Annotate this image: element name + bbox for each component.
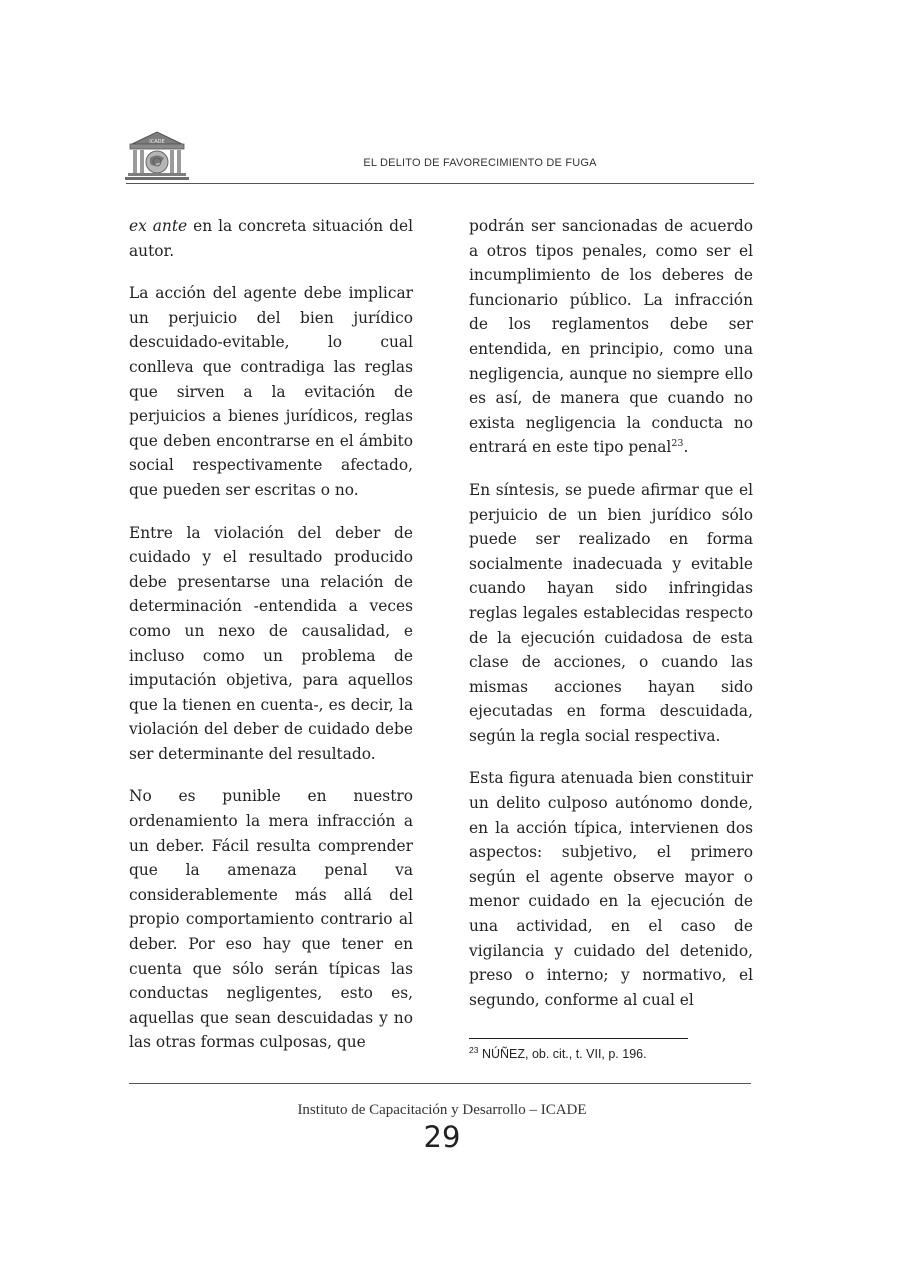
italic-lead: ex ante (129, 217, 188, 235)
right-column (469, 214, 753, 1012)
institution-logo (124, 130, 190, 182)
footnote (469, 1044, 759, 1061)
svg-text:ICADE: ICADE (149, 139, 165, 145)
footnote-reference[interactable]: 23 (671, 438, 684, 450)
left-column (129, 214, 413, 1055)
left-paragraph-4: No es punible en nuestro ordenamiento la mera infracción a un deber. Fácil resulta comprender que la amenaza penal va considerablemente más allá del propio comportamiento contrario al deber. Por eso hay que tener en cuenta que sólo serán típicas las conductas negligentes, esto es, aquellas que sean descuidadas y no las otras formas culposas, que (129, 787, 413, 1052)
right-paragraph-1-end: . (683, 438, 689, 457)
left-paragraph-3: Entre la violación del deber de cuidado y el resultado producido debe presentarse una relación de determinación -entendida a veces como un nexo de causalidad, e incluso como un problema de imputación objetiva, para aquellos que la tienen en cuenta-, es decir, la violación del deber de cuidado debe ser determinante del resultado. (129, 523, 413, 763)
left-paragraph-2: La acción del agente debe implicar un perjuicio del bien jurídico descuidado-evitable, lo cual conlleva que contradiga las reglas que sirven a la evitación de perjuicios a bienes jurídicos, reglas que deben encontrarse en el ámbito social respectivamente afectado, que pueden ser escritas o no. (129, 284, 413, 499)
institution-building-logo-icon (124, 130, 190, 182)
right-paragraph-2: En síntesis, se puede afirmar que el perjuicio de un bien jurídico sólo puede ser realizado en forma socialmente inadecuada y evitable cuando hayan sido infringidas reglas legales establecidas respecto de la ejecución cuidadosa de esta clase de acciones, o cuando las mismas acciones hayan sido ejecutadas en forma descuidada, según la regla social respectiva. (469, 480, 753, 745)
running-header-title: EL DELITO DE FAVORECIMIENTO DE FUGA (363, 157, 597, 169)
right-paragraph-3: Esta figura atenuada bien constituir un delito culposo autónomo donde, en la acción típica, intervienen dos aspectos: subjetivo, el primero según el agente observe mayor o menor cuidado en la ejecución de una actividad, en el caso de vigilancia y cuidado del detenido, preso o interno; y normativo, el segundo, conforme al cual el (469, 769, 753, 1009)
right-paragraph-1-text: podrán ser sancionadas de acuerdo a otros tipos penales, como ser el incumplimiento de los deberes de funcionario público. La infracción de los reglamentos debe ser entendida, en principio, como una negligencia, aunque no siempre ello es así, de manera que cuando no exista negligencia la conducta no entrará en este tipo penal (469, 217, 753, 457)
footer-institute: Instituto de Capacitación y Desarrollo – ICADE (297, 1102, 587, 1118)
left-paragraph-1 (129, 214, 413, 263)
footnote-text: NÚÑEZ, ob. cit., t. VII, p. 196. (478, 1047, 647, 1061)
page-number: 29 (423, 1120, 461, 1154)
header-divider (126, 183, 754, 184)
left-paragraph-1-rest: en la concreta situación del autor. (129, 217, 413, 260)
footnote-number: 23 (469, 1044, 479, 1055)
right-paragraph-1 (469, 214, 753, 460)
footnote-divider (469, 1038, 688, 1039)
footer-divider (129, 1083, 751, 1084)
